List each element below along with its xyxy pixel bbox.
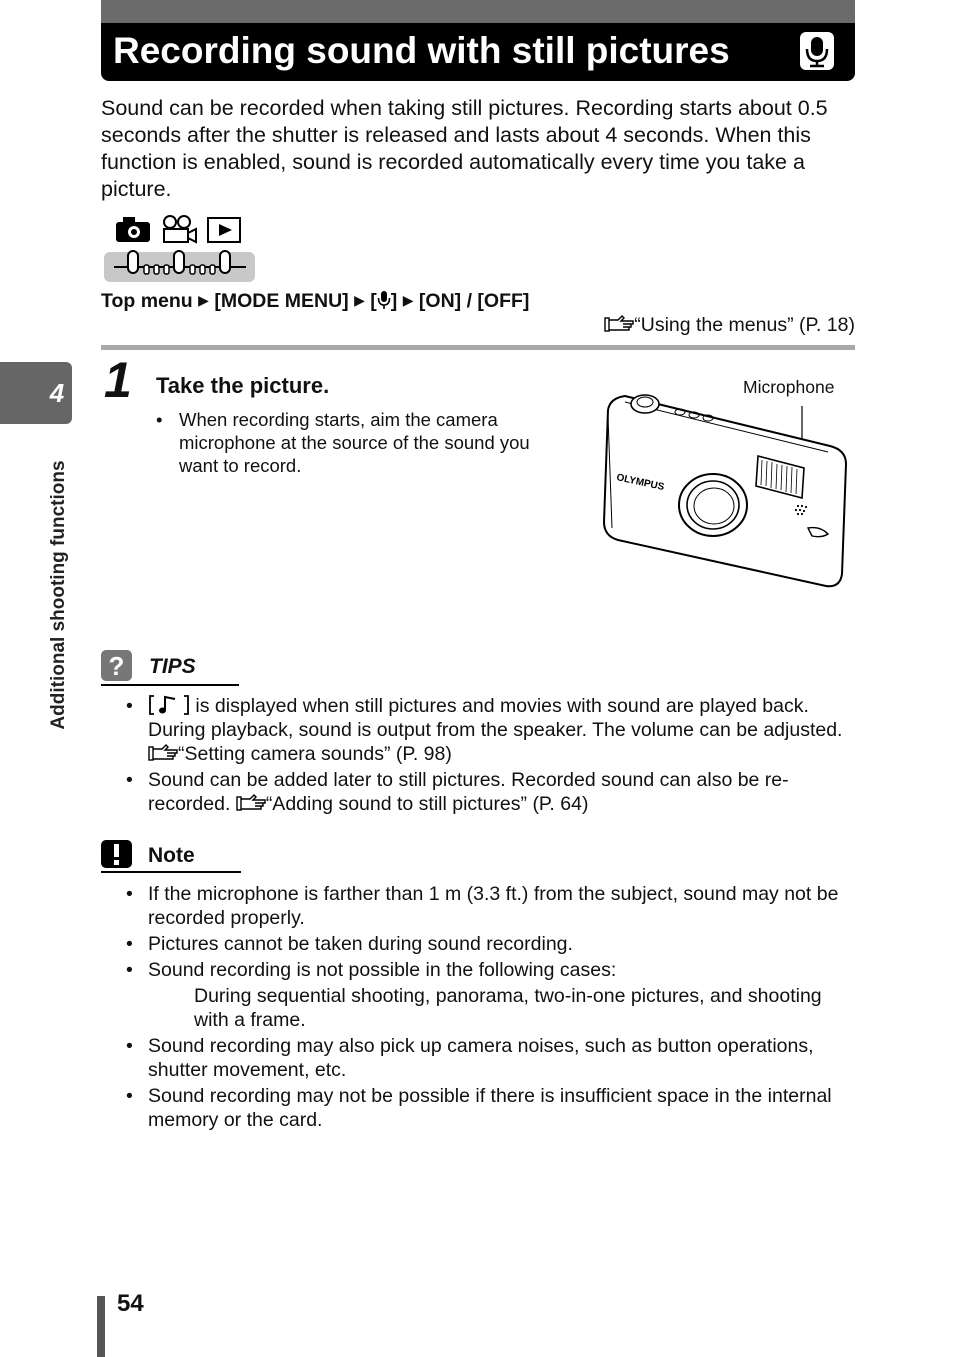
tips-reference: “Adding sound to still pictures” (P. 64)	[265, 793, 589, 815]
list-item: • Sound recording may also pick up camera noises, such as button operations, shutter movement, etc.	[126, 1034, 861, 1082]
chapter-label-wrap	[46, 430, 72, 760]
reference-hand-icon	[148, 744, 178, 762]
list-item	[126, 768, 861, 816]
page-number-bar	[97, 1296, 105, 1357]
chapter-number: 4	[49, 378, 65, 408]
tips-heading: TIPS	[149, 655, 196, 678]
arrow-right-icon: ▶	[354, 292, 365, 308]
microphone-icon	[800, 32, 834, 70]
menu-reference-text: “Using the menus” (P. 18)	[634, 314, 855, 336]
microphone-icon	[377, 290, 391, 316]
chapter-label: Additional shooting functions	[48, 460, 69, 730]
svg-text:?: ?	[108, 651, 125, 681]
tips-reference: “Setting camera sounds” (P. 98)	[178, 743, 452, 765]
mode-dial-icon	[104, 212, 256, 284]
note-underline	[101, 871, 241, 873]
tips-text: is displayed when still pictures and movies with sound are played back. During playback, sound is output from the speaker. The volume can be adjusted.	[148, 695, 843, 741]
menu-bracket-close: ]	[390, 290, 398, 312]
menu-option: [ON] / [OFF]	[418, 290, 530, 312]
page-title: Recording sound with still pictures	[113, 30, 730, 71]
step-bullets	[156, 408, 556, 477]
microphone-callout: Microphone	[743, 377, 835, 397]
tips-text: Sound can be added later to still pictures. Recorded sound can also be re-recorded.	[148, 769, 789, 815]
list-item: • Sound recording may not be possible if there is insufficient space in the internal memory or the card.	[126, 1084, 861, 1132]
arrow-right-icon: ▶	[402, 292, 414, 308]
list-item: • Pictures cannot be taken during sound recording.	[126, 932, 861, 956]
menu-bracket-open: [	[370, 290, 377, 312]
reference-hand-icon	[236, 794, 266, 812]
menu-top: Top menu	[101, 290, 193, 312]
tips-list	[126, 694, 861, 818]
sound-playback-icon	[148, 694, 190, 716]
header-top-band	[101, 0, 855, 23]
menu-reference	[604, 314, 855, 337]
list-item: • If the microphone is farther than 1 m (3.3 ft.) from the subject, sound may not be recorded properly.	[126, 882, 861, 930]
note-heading: Note	[148, 844, 195, 867]
intro-paragraph: Sound can be recorded when taking still pictures. Recording starts about 0.5 seconds after the shutter is released and lasts about 4 seconds. When this function is enabled, sound is recorded automatically every time you take a picture.	[101, 96, 828, 201]
list-item: • When recording starts, aim the camera microphone at the source of the sound you want to record.	[156, 408, 556, 477]
arrow-right-icon: ▶	[198, 292, 209, 308]
exclamation-icon	[101, 840, 132, 868]
section-divider	[101, 345, 855, 350]
page-number: 54	[117, 1290, 144, 1317]
step-title: Take the picture.	[156, 373, 330, 398]
question-icon	[101, 650, 132, 681]
list-item: • Sound recording is not possible in the following cases:	[126, 958, 861, 982]
note-list	[126, 882, 861, 1134]
reference-hand-icon	[604, 315, 634, 333]
camera-illustration	[590, 388, 855, 598]
list-item	[126, 694, 861, 766]
step-number: 1	[104, 352, 132, 408]
menu-path	[101, 290, 529, 316]
menu-mode: [MODE MENU]	[214, 290, 349, 312]
brand-logo: OLYMPUS	[615, 472, 666, 494]
list-item: During sequential shooting, panorama, two-in-one pictures, and shooting with a frame.	[194, 985, 822, 1031]
tips-underline	[101, 684, 239, 686]
